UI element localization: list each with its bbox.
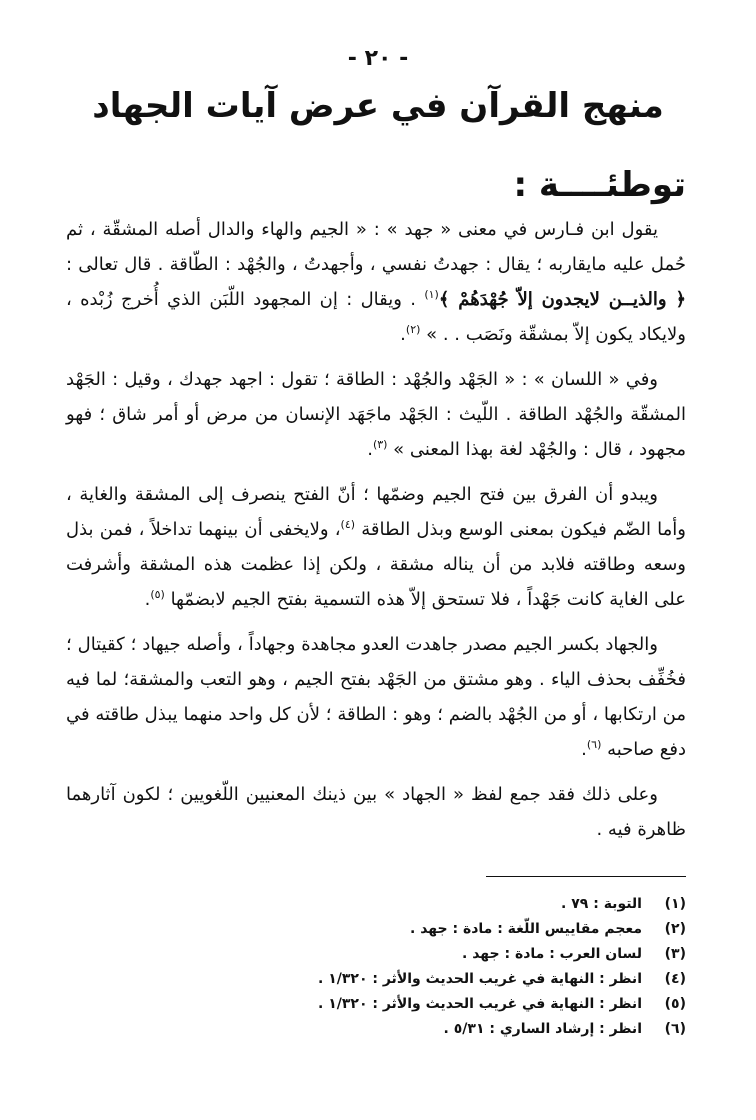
paragraph-3-text-a: ويبدو أن الفرق بين فتح الجيم وضمّها ؛ أنّ الفتح ينصرف إلى المشقة والغاية ، وأما الضّم فيكون بمعنى الوسع وبذل الطاقة	[66, 484, 686, 540]
footnote-ref-1: (١)	[424, 288, 439, 301]
paragraph-3	[66, 477, 686, 617]
quran-verse: ﴿ والذيــن لايجدون إلاّ جُهْدَهُمْ ﴾	[438, 289, 686, 310]
footnote-text: انظر : النهاية في غريب الحديث والأثر : ١/٣٢٠ .	[318, 971, 642, 987]
footnote-ref-2: (٢)	[405, 323, 421, 336]
paragraph-3-text-b: ، ولايخفى أن بينهما تداخلاً ، فمن بذل وسعه وطاقته فلابد من أن يناله مشقة ، ولكن إذا عظمت هذه المشقة وأشرفت على الغاية كانت جَهْداً ، فلا تستحق إلاّ هذه التسمية بفتح الجيم لابضمّها	[66, 519, 686, 610]
paragraph-5-text: وعلى ذلك فقد جمع لفظ « الجهاد » بين ذينك المعنيين اللّغويين ؛ لكون آثارهما ظاهرة فيه .	[66, 784, 686, 840]
page-title: منهج القرآن في عرض آيات الجهاد	[92, 86, 664, 126]
section-heading: توطئــــة :	[513, 165, 686, 205]
paragraph-4-text: والجهاد بكسر الجيم مصدر جاهدت العدو مجاهدة وجهاداً ، وأصله جيهاد ؛ كقيتال ؛ فخُفِّف بحذف الياء . وهو مشتق من الجَهْد بفتح الجيم ، وهو التعب والمشقة؛ لما فيه من ارتكابها ، أو من الجُهْد بالضم ؛ وهو : الطاقة ؛ لأن كل واحد منهما يبذل طاقته في دفع صاحبه	[66, 634, 686, 760]
footnote-divider	[486, 876, 686, 877]
footnote-item	[66, 992, 686, 1017]
paragraph-2	[66, 362, 686, 467]
footnote-item	[66, 892, 686, 917]
paragraph-3-end: .	[144, 589, 151, 610]
footnote-ref-4: (٤)	[340, 518, 356, 531]
paragraph-5	[66, 777, 686, 847]
footnotes-list	[66, 892, 686, 1042]
body-text	[66, 212, 686, 857]
footnote-number: (١)	[664, 896, 686, 912]
footnote-number: (٦)	[664, 1021, 686, 1037]
footnote-text: معجم مقاييس اللّغة : مادة : جهد .	[410, 921, 642, 937]
footnote-ref-3: (٣)	[372, 438, 388, 451]
paragraph-1-text-a: يقول ابن فـارس في معنى « جهد » : « الجيم والهاء والدال أصله المشقّة ، ثم حُمل عليه مايقاربه ؛ يقال : جهدتُ نفسي ، وأجهدتُ ، والجُهْد : الطّاقة . قال تعالى :	[66, 219, 686, 275]
footnote-item	[66, 1017, 686, 1042]
footnote-number: (٣)	[664, 946, 686, 962]
paragraph-2-end: .	[367, 439, 373, 460]
footnote-item	[66, 967, 686, 992]
footnote-text: التوبة : ٧٩ .	[561, 896, 642, 912]
paragraph-1	[66, 212, 686, 352]
footnote-item	[66, 942, 686, 967]
paragraph-1-end: .	[400, 324, 406, 345]
paragraph-4-end: .	[581, 739, 587, 760]
paragraph-2-text: وفي « اللسان » : « الجَهْد والجُهْد : الطاقة ؛ تقول : اجهد جهدك ، وقيل : الجَهْد المشقّة والجُهْد الطاقة . اللّيث : الجَهْد ماجَهَد الإنسان من مرض أو أمر شاق ؛ فهو مجهود ، قال : والجُهْد لغة بهذا المعنى »	[66, 369, 686, 460]
footnote-ref-6: (٦)	[586, 738, 602, 751]
paragraph-1-text-b: . ويقال : إن المجهود اللّبَن الذي أُخرج زُبْده ، ولايكاد يكون إلاّ بمشقّة ونَصَب . . »	[66, 289, 686, 345]
footnote-ref-5: (٥)	[150, 588, 165, 601]
footnote-number: (٥)	[664, 996, 686, 1012]
footnote-item	[66, 917, 686, 942]
footnote-number: (٤)	[664, 971, 686, 987]
footnote-text: انظر : النهاية في غريب الحديث والأثر : ١/٣٢٠ .	[318, 996, 642, 1012]
paragraph-4	[66, 627, 686, 767]
page-number: - ٢٠ -	[347, 46, 409, 71]
footnote-number: (٢)	[664, 921, 686, 937]
footnote-text: لسان العرب : مادة : جهد .	[462, 946, 642, 962]
footnote-text: انظر : إرشاد الساري : ٥/٣١ .	[443, 1021, 642, 1037]
